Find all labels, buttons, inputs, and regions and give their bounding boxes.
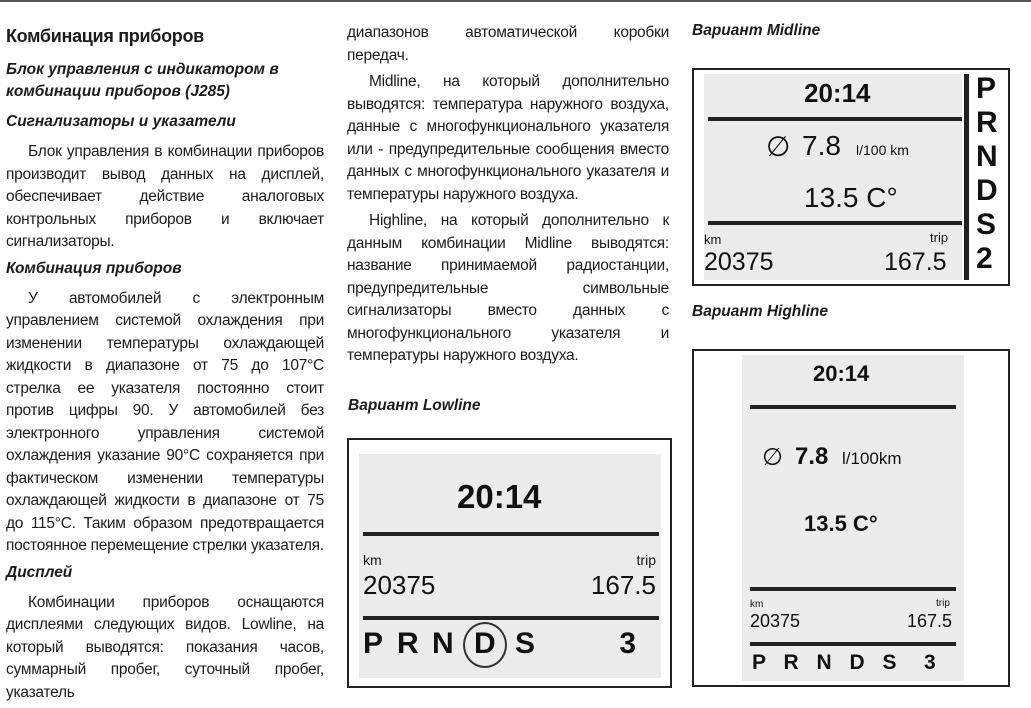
lowline-display-panel [347, 438, 672, 688]
midline-gear-d: D [976, 174, 998, 207]
text-column-left [6, 18, 324, 708]
highline-display-panel [692, 349, 1010, 687]
lowline-gear-p: P [363, 627, 384, 660]
lowline-gear-r: R [397, 627, 419, 660]
midline-gear-separator [964, 74, 969, 280]
lowline-trip-value: 167.5 [590, 570, 656, 600]
lowline-trip-label: trip [636, 552, 656, 568]
caption-midline: Вариант Midline [692, 22, 821, 39]
lowline-gear-s: S [515, 627, 536, 660]
highline-outside-temperature: 13.5 C° [804, 511, 878, 536]
lowline-clock: 20:14 [457, 478, 542, 515]
midline-gear-n: N [976, 140, 998, 173]
highline-odometer: 20375 [750, 611, 801, 631]
midline-gear-p: P [976, 72, 997, 105]
midline-divider-top [708, 117, 962, 121]
lowline-divider-bottom [363, 616, 659, 620]
highline-clock: 20:14 [813, 361, 870, 386]
highline-gear-number: 3 [924, 651, 936, 674]
midline-consumption-unit: l/100 km [856, 142, 909, 158]
highline-trip-value: 167.5 [907, 611, 953, 631]
section-title: Комбинация приборов [6, 26, 204, 46]
midline-trip-value: 167.5 [884, 248, 947, 276]
lowline-odometer: 20375 [363, 570, 436, 600]
lowline-gear-number: 3 [619, 627, 636, 660]
text-column-middle [347, 22, 669, 372]
heading-signals: Сигнализаторы и указатели [6, 113, 236, 130]
midline-outside-temperature: 13.5 C° [804, 182, 898, 213]
midline-consumption-value: 7.8 [802, 130, 841, 161]
highline-divider-top [750, 405, 956, 409]
highline-divider-bottom [750, 642, 956, 646]
heading-display: Дисплей [6, 563, 73, 581]
caption-highline: Вариант Highline [692, 303, 828, 320]
lowline-km-label: km [363, 552, 382, 568]
consumption-icon: ∅ [766, 131, 791, 162]
paragraph-highline: Highline, на который дополнительно к данным комбинации Midline выводятся: название принимаемой радиостанции, предупредительные символьные сигнализаторы вместо данных с многофункционального указателя и температуры наружного воздуха. [347, 212, 669, 364]
paragraph-midline: Midline, на который дополнительно выводятся: температура наружного воздуха, данные с многофункционального указателя или - предупредительные сообщения вместо данных с многофункционального указателя и температуры наружного воздуха. [347, 73, 669, 203]
highline-gear-indicator: P R N D S [752, 651, 903, 674]
subsection-title: Блок управления с индикатором в комбинации приборов (J285) [6, 61, 279, 100]
lowline-divider-top [363, 532, 659, 536]
paragraph-display: Комбинации приборов оснащаются дисплеями следующих видов. Lowline, на который выводятся: показания часов, суммарный пробег, суточный пробег, указатель [6, 593, 324, 701]
paragraph-signals: Блок управления в комбинации приборов производит вывод данных на дисплей, обеспечивает действие аналоговых контрольных приборов и включает сигнализаторы. [6, 143, 324, 250]
highline-consumption-icon: ∅ [762, 444, 783, 471]
paragraph-continued: диапазонов автоматической коробки передач. [347, 24, 669, 64]
lowline-gear-d: D [474, 627, 496, 660]
lowline-gear-n: N [432, 627, 454, 660]
midline-display-panel [692, 68, 1010, 286]
heading-cluster: Комбинация приборов [6, 259, 182, 277]
midline-gear-2: 2 [976, 242, 993, 275]
midline-divider-bottom [708, 221, 962, 225]
highline-divider-middle [750, 587, 956, 591]
caption-lowline: Вариант Lowline [348, 397, 481, 414]
paragraph-cluster: У автомобилей с электронным управлением системой охлаждения при изменении температуры охлаждающей жидкости в диапазоне от 75 до 107°С стрелка ее указателя постоянно стоит против цифры 90. У автомобилей без электронного управления системой охлаждения указание 90°С сохраняется при фактическом изменении температуры охлаждающей жидкости в диапазоне от 75 до 115°С. Таким образом предотвращается постоянное перемещение стрелки указателя. [6, 289, 324, 554]
midline-trip-label: trip [930, 230, 949, 245]
midline-odometer: 20375 [704, 248, 774, 276]
highline-trip-label: trip [936, 598, 950, 609]
midline-clock: 20:14 [804, 78, 871, 108]
top-rule [0, 0, 1031, 2]
midline-gear-r: R [976, 106, 998, 139]
midline-gear-s: S [976, 208, 997, 241]
highline-km-label: km [750, 599, 764, 610]
midline-km-label: km [704, 232, 722, 247]
highline-consumption-value: 7.8 [795, 443, 829, 470]
highline-consumption-unit: l/100km [842, 449, 902, 468]
